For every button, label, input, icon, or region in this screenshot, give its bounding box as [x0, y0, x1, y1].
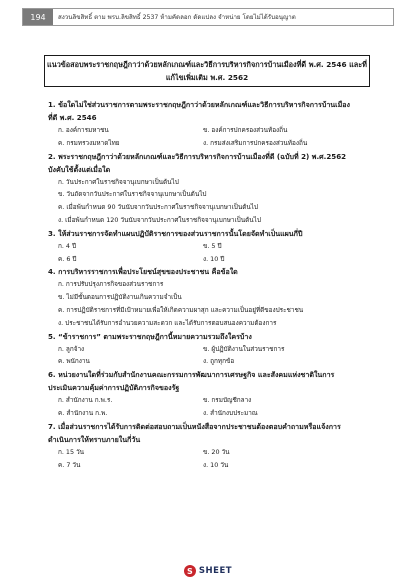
answer-option: ก. วันประกาศในราชกิจจานุเบกษาเป็นต้นไป	[58, 177, 179, 186]
question-text: 3. ให้ส่วนราชการจัดทำแผนปฏิบัติราชการของส่วนราชการนั้นโดยจัดทำเป็นแผนกี่ปี	[48, 228, 303, 238]
option-row	[48, 394, 378, 407]
option-row	[48, 407, 378, 420]
question-text: บังคับใช้ตั้งแต่เมื่อใด	[48, 164, 111, 174]
question-6	[48, 368, 378, 420]
question-2	[48, 150, 378, 227]
option-row	[48, 459, 378, 472]
logo-mark-icon: S	[184, 565, 196, 577]
answer-option: ค. 6 ปี	[58, 254, 77, 263]
title-line-2: แก้ไขเพิ่มเติม พ.ศ. 2562	[165, 73, 249, 82]
option-row	[48, 240, 378, 253]
answer-option: ง. สำนักงบประมาณ	[203, 408, 258, 417]
question-text: ที่ดี พ.ศ. 2546	[48, 113, 97, 122]
option-row	[48, 446, 378, 459]
question-text: 2. พระราชกฤษฎีกาว่าด้วยหลักเกณฑ์และวิธีการบริหารกิจการบ้านเมืองที่ดี (ฉบับที่ 2) พ.ศ.2562	[48, 151, 347, 161]
answer-option: ข. องค์การปกครองส่วนท้องถิ่น	[203, 126, 288, 134]
copyright-notice: สงวนลิขสิทธิ์ ตาม พรบ.ลิขสิทธิ์ 2537 ห้ามคัดลอก ดัดแปลง จำหน่าย โดยไม่ได้รับอนุญาต	[58, 14, 296, 21]
question-text: ดำเนินการให้ทราบภายในกี่วัน	[48, 434, 141, 444]
title-line-1: แนวข้อสอบพระราชกฤษฎีกาว่าด้วยหลักเกณฑ์และวิธีการบริหารกิจการบ้านเมืองที่ดี พ.ศ. 2546 และที่	[47, 60, 367, 69]
answer-option: ค. การปฏิบัติราชการที่มีเป้าหมายเพื่อให้เกิดความผาสุก และความเป็นอยู่ที่ดีของประชาชน	[58, 305, 304, 314]
question-list	[48, 98, 378, 471]
logo-text: SHEET	[198, 566, 233, 576]
answer-option: ง. ถูกทุกข้อ	[203, 357, 235, 366]
title-box	[44, 55, 370, 87]
question-7	[48, 420, 378, 472]
answer-option: ก. 15 วัน	[58, 447, 85, 456]
question-1	[48, 98, 378, 150]
answer-option: ข. วันถัดจากวันประกาศในราชกิจจานุเบกษาเป็นต้นไป	[58, 190, 207, 199]
page-number: 194	[23, 9, 53, 25]
question-4	[48, 265, 378, 329]
answer-option: ก. องค์การมหาชน	[58, 126, 109, 134]
question-text: ประเมินความคุ้มค่าการปฏิบัติภารกิจของรัฐ	[48, 383, 180, 393]
answer-option: ง. 10 วัน	[203, 460, 229, 469]
answer-option: ค. เมื่อพ้นกำหนด 90 วันนับจากวันประกาศในราชกิจจานุเบกษาเป็นต้นไป	[58, 203, 258, 212]
question-text: 4. การบริหารราชการเพื่อประโยชน์สุขของประชาชน คือข้อใด	[48, 267, 238, 277]
answer-option: ข. 5 ปี	[203, 241, 222, 250]
answer-option: ข. ผู้ปฏิบัติงานในส่วนราชการ	[203, 344, 285, 353]
answer-option: ข. กรมบัญชีกลาง	[203, 396, 252, 405]
question-text: 5. “ข้าราชการ” ตามพระราชกฤษฎีกานี้หมายความรวมถึงใครบ้าง	[48, 331, 252, 341]
option-row	[48, 355, 378, 368]
question-5	[48, 330, 378, 369]
answer-option: ค. กรมทรวงมหาดไทย	[58, 138, 120, 147]
question-text: 6. หน่วยงานใดที่ร่วมกับสำนักงานคณะกรรมการพัฒนาการเศรษฐกิจ และสังคมแห่งชาติในการ	[48, 370, 335, 380]
answer-option: ง. กรมส่งเสริมการปกครองส่วนท้องถิ่น	[203, 138, 308, 147]
question-text: 1. ข้อใดไม่ใช่ส่วนราชการตามพระราชกฤษฎีกาว่าด้วยหลักเกณฑ์และวิธีการบริหารกิจการบ้านเมือง	[48, 100, 350, 109]
answer-option: ง. เมื่อพ้นกำหนด 120 วันนับจากวันประกาศในราชกิจจานุเบกษาเป็นต้นไป	[58, 215, 261, 224]
question-3	[48, 227, 378, 266]
answer-option: ข. 20 วัน	[203, 447, 230, 456]
answer-option: ค. พนักงาน	[58, 357, 90, 366]
answer-option: ค. 7 วัน	[58, 460, 81, 469]
option-row	[48, 124, 378, 137]
answer-option: ข. ไม่มีขั้นตอนการปฏิบัติงานเกินความจำเป็น	[58, 293, 182, 302]
option-row	[48, 137, 378, 150]
sheet-logo	[184, 565, 232, 577]
answer-option: ก. สำนักงาน ก.พ.ร.	[58, 396, 113, 405]
option-row	[48, 253, 378, 266]
answer-option: ง. ประชาชนได้รับการอำนวยความสะดวก และได้รับการตอบสนองความต้องการ	[58, 318, 277, 327]
answer-option: ก. 4 ปี	[58, 241, 77, 250]
answer-option: ค. สำนักงาน ก.พ.	[58, 408, 108, 417]
page-header	[22, 8, 394, 26]
option-row	[48, 343, 378, 356]
answer-option: ก. การปรับปรุงภารกิจของส่วนราชการ	[58, 280, 164, 289]
answer-option: ง. 10 ปี	[203, 254, 225, 263]
question-text: 7. เมื่อส่วนราชการได้รับการติดต่อสอบถามเป็นหนังสือจากประชาชนต้องตอบคำถามหรือแจ้งการ	[48, 421, 341, 431]
page-footer	[0, 554, 416, 588]
answer-option: ก. ลูกจ้าง	[58, 344, 85, 353]
